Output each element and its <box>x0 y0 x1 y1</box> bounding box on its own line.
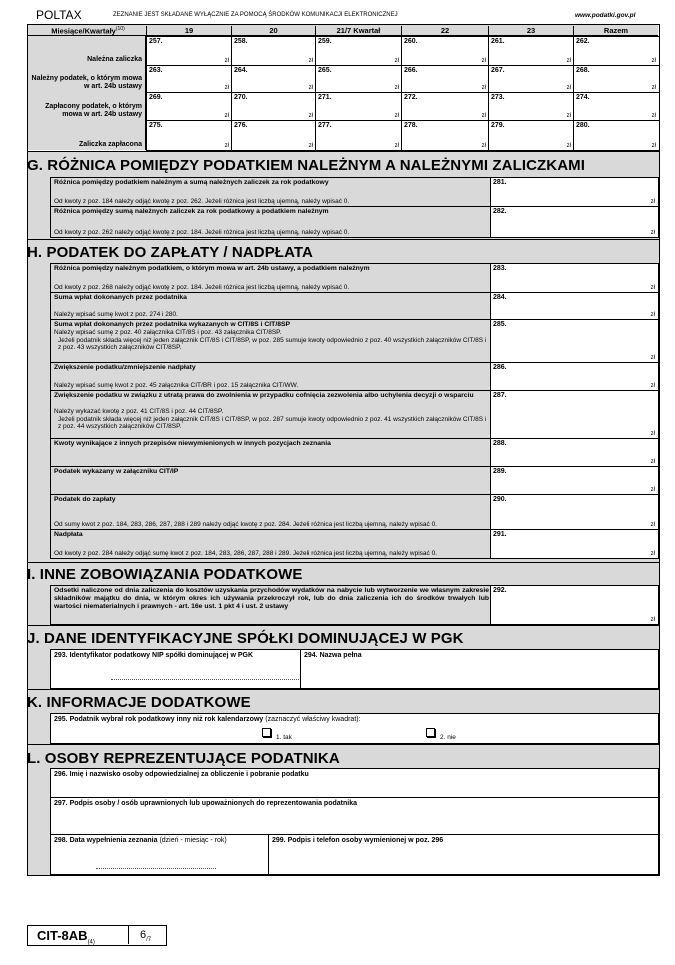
months-row-label: Zapłacony podatek, o którym mowa w art. 24b ustawy <box>45 103 142 118</box>
row-description-cell <box>50 206 491 238</box>
amount-field[interactable] <box>573 65 659 93</box>
amount-field[interactable] <box>146 36 232 66</box>
currency-label: zł <box>650 285 655 291</box>
field-number: 276. <box>234 122 248 129</box>
field-number: 288. <box>493 440 507 447</box>
row-note: Należy wpisać sumę z poz. 40 załącznika CIT/8S i poz. 43 załącznika CIT/8SP. <box>54 329 282 336</box>
field-292-number: 292. <box>493 587 507 594</box>
field-number: 278. <box>404 122 418 129</box>
field-number: 267. <box>491 67 505 74</box>
field-number: 262. <box>576 38 590 45</box>
field-297[interactable] <box>50 797 659 835</box>
full-name-field-label: 294. Nazwa pełna <box>304 652 362 659</box>
amount-field[interactable] <box>490 466 659 495</box>
currency-label: zł <box>651 113 656 119</box>
tax-year-question-text: 295. Podatnik wybrał rok podatkowy inny niż rok kalendarzowy (zaznaczyć właściwy kwadrat): <box>54 716 361 723</box>
currency-label: zł <box>651 85 656 91</box>
row-note: Jeżeli podatnik składa więcej niż jeden załącznik CIT/8S i CIT/8SP, w poz. 287 sumuje kwoty odpowiednio z poz. 41 wszystkich załączników CIT/8S i z poz. 44 wszystkich załączników CIT/8SP. <box>58 415 487 430</box>
amount-field[interactable] <box>573 92 659 121</box>
row-description-cell <box>50 494 491 530</box>
currency-label: zł <box>394 85 399 91</box>
row-description-cell <box>50 362 491 391</box>
row-note: Od kwoty z poz. 262 należy odjąć kwotę z poz. 184. Jeżeli różnica jest liczbą ujemną, należy wpisać 0. <box>54 228 350 236</box>
row-title: Różnica pomiędzy należnym podatkiem, o którym mowa w art. 24b ustawy, a podatkiem należnym <box>54 265 370 272</box>
row-note: Należy wpisać sumę kwot z poz. 274 i 280. <box>54 310 178 318</box>
currency-label: zł <box>566 143 571 149</box>
field-number: 277. <box>318 122 332 129</box>
row-note: Jeżeli podatnik składa więcej niż jeden załącznik CIT/8S i CIT/8SP, w poz. 285 sumuje kwoty odpowiednio z poz. 40 wszystkich załączników CIT/8S i z poz. 43 wszystkich załączników CIT/8SP. <box>58 336 487 351</box>
amount-field[interactable] <box>490 319 659 363</box>
amount-field[interactable] <box>315 65 402 93</box>
currency-label: zł <box>308 58 313 64</box>
amount-field[interactable] <box>315 120 402 151</box>
currency-label: zł <box>650 459 655 465</box>
currency-label: zł <box>224 143 229 149</box>
currency-label: zł <box>650 312 655 318</box>
section-i-description-cell <box>50 585 491 625</box>
amount-field[interactable] <box>573 36 659 66</box>
months-column-header: 19 <box>146 26 231 36</box>
currency-label: zł <box>650 487 655 493</box>
row-note: Od kwoty z poz. 184 należy odjąć kwotę z poz. 262. Jeżeli różnica jest liczbą ujemną, należy wpisać 0. <box>54 197 350 205</box>
row-description-cell <box>50 319 491 363</box>
amount-field[interactable] <box>573 120 659 151</box>
row-note: Od kwoty z poz. 284 należy odjąć sumę kwot z poz. 184, 283, 286, 287, 288 i 289. Jeżeli różnica jest liczbą ujemną, należy wpisać 0. <box>54 549 437 557</box>
field-number: 291. <box>493 531 507 538</box>
field-298-label: 298. Data wypełnienia zeznania (dzień - miesiąc - rok) <box>54 837 227 844</box>
amount-field[interactable] <box>231 92 316 121</box>
row-note: Należy wykazać kwotę z poz. 41 CIT/8S i poz. 44 CIT/8SP. <box>54 408 224 415</box>
field-number: 286. <box>493 364 507 371</box>
row-title: Nadpłata <box>54 531 83 538</box>
field-number: 266. <box>404 67 418 74</box>
field-number: 274. <box>576 94 590 101</box>
row-note: Od sumy kwot z poz. 184, 283, 286, 287, 288 i 289 należy odjąć kwotę z poz. 284. Jeżeli różnica jest liczbą ujemną, należy wpisać 0. <box>54 520 437 528</box>
amount-field[interactable] <box>490 494 659 530</box>
row-description-cell <box>50 390 491 439</box>
option-no-label: 2. nie <box>440 734 456 741</box>
field-number: 271. <box>318 94 332 101</box>
amount-field[interactable] <box>315 36 402 66</box>
field-number: 265. <box>318 67 332 74</box>
amount-field[interactable] <box>490 177 659 207</box>
row-note: Należy wpisać sumę kwot z poz. 45 załącznika CIT/BR i poz. 15 załącznika CIT/WW. <box>54 381 299 389</box>
amount-field[interactable] <box>490 529 659 559</box>
section-i-title: I. INNE ZOBOWIĄZANIA PODATKOWE <box>27 566 303 583</box>
currency-label: zł <box>566 85 571 91</box>
amount-field[interactable] <box>146 92 232 121</box>
date-input-guide <box>96 868 216 869</box>
amount-field[interactable] <box>490 263 659 293</box>
months-column-header: Razem <box>573 26 658 36</box>
months-column-header: 20 <box>231 26 315 36</box>
field-299-label: 299. Podpis i telefon osoby wymienionej w poz. 296 <box>272 837 444 844</box>
page-number: $6_{/7}$ <box>140 929 152 944</box>
amount-field[interactable] <box>490 206 659 238</box>
currency-label: zł <box>650 230 655 236</box>
row-title: Różnica pomiędzy podatkiem należnym a sumą należnych zaliczek za rok podatkowy <box>54 179 329 186</box>
currency-label: zł <box>308 113 313 119</box>
nip-field[interactable] <box>50 649 301 689</box>
currency-label: zł <box>481 85 486 91</box>
row-description-cell <box>50 466 491 495</box>
poltax-label: POLTAX <box>36 8 82 22</box>
field-number: 272. <box>404 94 418 101</box>
currency-label: zł <box>308 85 313 91</box>
amount-field[interactable] <box>401 36 489 66</box>
amount-field[interactable] <box>490 438 659 467</box>
currency-label: zł <box>566 58 571 64</box>
currency-label: zł <box>481 143 486 149</box>
currency-label: zł <box>481 113 486 119</box>
form-id-divider <box>128 926 129 944</box>
currency-label: zł <box>650 199 655 205</box>
amount-field[interactable] <box>490 390 659 439</box>
row-title: Różnica pomiędzy sumą należnych zaliczek za rok podatkowy a podatkiem należnym <box>54 208 329 215</box>
nip-input-guide <box>111 679 321 680</box>
currency-label: zł <box>651 58 656 64</box>
currency-label: zł <box>651 143 656 149</box>
field-number: 282. <box>493 208 507 215</box>
section-i-description: Odsetki naliczone od dnia zaliczenia do kosztów uzyskania przychodów wydatków na nabycie lub wytworzenie we własnym zakresie składników majątku do dnia, w którym okres ich używania przekroczył rok, lub do dnia zaliczenia ich do środków trwałych lub wartości niematerialnych i prawnych - art. 16e ust. 1 pkt 4 i ust. 2 ustawy <box>54 587 489 610</box>
amount-field[interactable] <box>315 92 402 121</box>
months-row-label: Należny podatek, o którym mowa w art. 24b ustawy <box>31 75 142 90</box>
field-number: 280. <box>576 122 590 129</box>
form-id-box <box>27 925 167 946</box>
tax-year-question <box>50 713 659 744</box>
field-number: 281. <box>493 179 507 186</box>
field-number: 260. <box>404 38 418 45</box>
row-title: Suma wpłat dokonanych przez podatnika <box>54 294 187 301</box>
row-note: Od kwoty z poz. 268 należy odjąć kwotę z poz. 184. Jeżeli różnica jest liczbą ujemną, należy wpisać 0. <box>54 283 350 291</box>
months-column-header: 23 <box>488 26 573 36</box>
field-number: 268. <box>576 67 590 74</box>
amount-field[interactable] <box>231 120 316 151</box>
field-number: 290. <box>493 496 507 503</box>
currency-label: zł <box>224 58 229 64</box>
months-column-header: 22 <box>401 26 488 36</box>
months-table <box>27 24 660 152</box>
section-g-title: G. RÓŻNICA POMIĘDZY PODATKIEM NALEŻNYM A NALEŻNYMI ZALICZKAMI <box>27 157 586 174</box>
currency-label: zł <box>394 113 399 119</box>
amount-field[interactable] <box>490 362 659 391</box>
field-number: 263. <box>149 67 163 74</box>
field-number: 289. <box>493 468 507 475</box>
field-number: 257. <box>149 38 163 45</box>
field-number: 258. <box>234 38 248 45</box>
amount-field[interactable] <box>401 65 489 93</box>
checkbox-yes[interactable] <box>262 728 271 737</box>
months-column-header: 21/7 Kwartał <box>315 26 401 36</box>
amount-field[interactable] <box>146 65 232 93</box>
amount-field[interactable] <box>488 65 574 93</box>
amount-field[interactable] <box>231 65 316 93</box>
row-title: Podatek wykazany w załączniku CIT/IP <box>54 468 179 475</box>
field-298[interactable] <box>50 834 269 875</box>
row-title: Suma wpłat dokonanych przez podatnika wykazanych w CIT/8S i CIT/8SP <box>54 321 291 328</box>
months-row-label: Zaliczka zapłacona <box>78 141 142 148</box>
currency-label: zł <box>650 431 655 437</box>
row-description-cell <box>50 529 491 559</box>
amount-field[interactable] <box>488 36 574 66</box>
currency-label: zł <box>481 58 486 64</box>
currency-label: zł <box>650 617 655 623</box>
currency-label: zł <box>650 522 655 528</box>
submission-notice: ZEZNANIE JEST SKŁADANE WYŁĄCZNIE ZA POMOCĄ ŚRODKÓW KOMUNIKACJI ELEKTRONICZNEJ <box>113 12 398 18</box>
amount-field[interactable] <box>401 120 489 151</box>
field-297-label: 297. Podpis osoby / osób uprawnionych lub upoważnionych do reprezentowania podatnika <box>54 800 357 807</box>
currency-label: zł <box>308 143 313 149</box>
field-299[interactable] <box>268 834 659 875</box>
row-title: Podatek do zapłaty <box>54 496 116 503</box>
option-yes-label: 1. tak <box>276 734 292 741</box>
row-description-cell <box>50 263 491 293</box>
amount-field[interactable] <box>401 92 489 121</box>
section-l-title: L. OSOBY REPREZENTUJĄCE PODATNIKA <box>27 750 340 767</box>
row-title: Kwoty wynikające z innych przepisów niewymienionych w innych pozycjach zeznania <box>54 440 331 447</box>
field-292[interactable] <box>490 585 659 625</box>
amount-field[interactable] <box>231 36 316 66</box>
field-number: 287. <box>493 392 507 399</box>
amount-field[interactable] <box>490 292 659 320</box>
currency-label: zł <box>394 143 399 149</box>
website-url[interactable]: www.podatki.gov.pl <box>575 12 636 19</box>
field-number: 279. <box>491 122 505 129</box>
form-id: CIT-$8AB_{(4)}$ <box>37 928 95 946</box>
row-title: Zwiększenie podatku/zmniejszenie nadpłaty <box>54 364 196 371</box>
field-number: 273. <box>491 94 505 101</box>
row-description-cell <box>50 292 491 320</box>
months-corner-label: Miesiące/Kwartały$^{(10)}$ <box>51 26 125 36</box>
section-k-title: K. INFORMACJE DODATKOWE <box>27 694 251 711</box>
row-title: Zwiększenie podatku w związku z utratą prawa do zwolnienia w przypadku cofnięcia zezwolenia albo uchylenia decyzji o wsparciu <box>54 392 474 399</box>
field-number: 275. <box>149 122 163 129</box>
amount-field[interactable] <box>488 92 574 121</box>
currency-label: zł <box>394 58 399 64</box>
field-296-label: 296. Imię i nazwisko osoby odpowiedzialnej za obliczenie i pobranie podatku <box>54 771 309 778</box>
row-description-cell <box>50 177 491 207</box>
amount-field[interactable] <box>146 120 232 151</box>
field-296[interactable] <box>50 768 659 798</box>
amount-field[interactable] <box>488 120 574 151</box>
checkbox-no[interactable] <box>426 728 435 737</box>
field-number: 269. <box>149 94 163 101</box>
field-number: 284. <box>493 294 507 301</box>
currency-label: zł <box>650 355 655 361</box>
field-number: 270. <box>234 94 248 101</box>
field-number: 261. <box>491 38 505 45</box>
row-description-cell <box>50 438 491 467</box>
currency-label: zł <box>224 85 229 91</box>
full-name-field[interactable] <box>300 649 659 689</box>
nip-field-label: 293. Identyfikator podatkowy NIP spółki dominującej w PGK <box>54 652 254 659</box>
currency-label: zł <box>650 383 655 389</box>
section-j-title: J. DANE IDENTYFIKACYJNE SPÓŁKI DOMINUJĄCEJ W PGK <box>27 630 464 647</box>
currency-label: zł <box>566 113 571 119</box>
field-number: 259. <box>318 38 332 45</box>
field-number: 283. <box>493 265 507 272</box>
months-row-label: Należna zaliczka <box>87 56 142 63</box>
field-number: 264. <box>234 67 248 74</box>
currency-label: zł <box>224 113 229 119</box>
section-h-title: H. PODATEK DO ZAPŁATY / NADPŁATA <box>27 244 313 261</box>
field-number: 285. <box>493 321 507 328</box>
currency-label: zł <box>650 551 655 557</box>
